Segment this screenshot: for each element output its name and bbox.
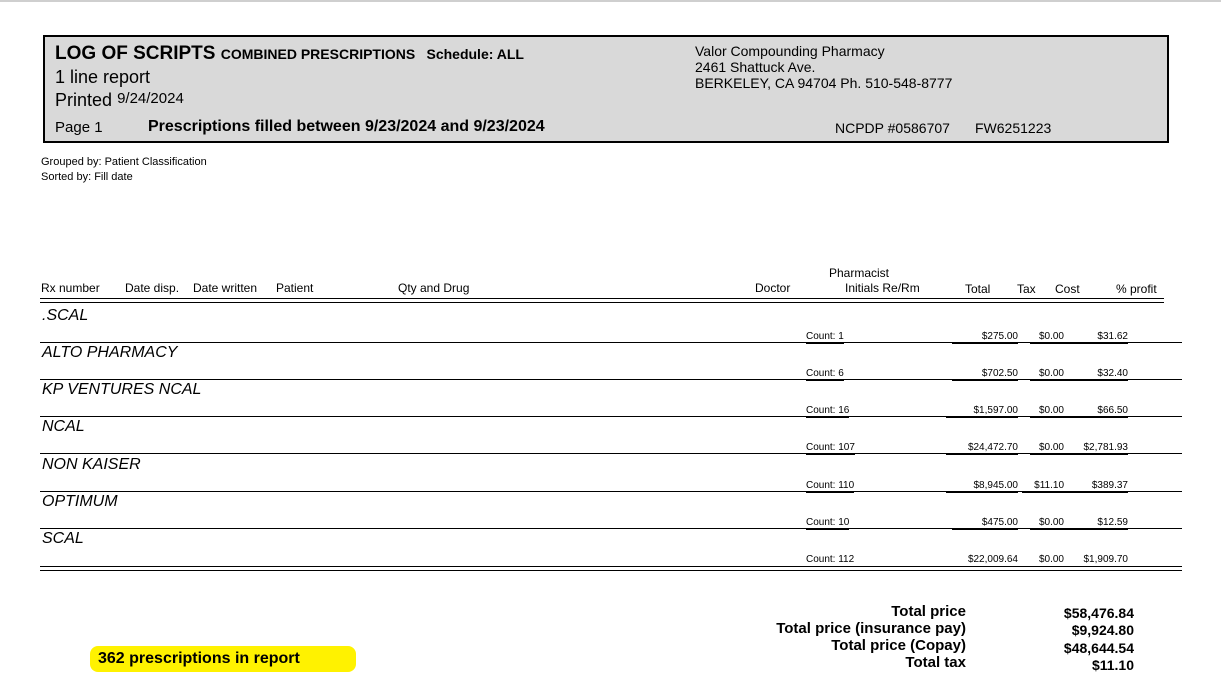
group-count: Count: 107 [806, 442, 855, 453]
col-patient: Patient [276, 281, 314, 295]
grouped-by: Grouped by: Patient Classification [41, 156, 207, 168]
group-count: Count: 10 [806, 517, 850, 528]
schedule-label: Schedule: ALL [426, 46, 524, 62]
group-cost: $2,781.93 [1064, 442, 1128, 455]
group-cost: $1,909.70 [1064, 554, 1128, 567]
group-divider [40, 342, 1182, 343]
group-divider [40, 379, 1182, 380]
group-tax: $11.10 [1022, 480, 1064, 493]
col-tax: Tax [1017, 282, 1036, 296]
insurance-pay-value: $9,924.80 [1071, 622, 1134, 638]
col-cost: Cost [1055, 282, 1080, 296]
group-tax: $0.00 [1030, 442, 1064, 455]
group-name: NCAL [42, 418, 85, 435]
header-rule-bottom [40, 302, 1164, 303]
group-name: NON KAISER [42, 456, 141, 473]
copay-value: $48,644.54 [1063, 640, 1134, 656]
group-tax: $0.00 [1030, 368, 1064, 381]
fw-number: FW6251223 [975, 120, 1052, 136]
top-border [0, 0, 1221, 2]
group-name: KP VENTURES NCAL [42, 381, 202, 398]
group-total: $702.50 [952, 368, 1018, 381]
printed-line [55, 88, 184, 111]
col-profit: % profit [1116, 282, 1157, 296]
group-count: Count: 110 [806, 480, 855, 491]
group-total: $475.00 [952, 517, 1018, 530]
group-tax: $0.00 [1030, 331, 1064, 344]
group-count: Count: 112 [806, 554, 855, 565]
total-price-label: Total price [891, 603, 966, 620]
group-count: Count: 1 [806, 331, 844, 342]
group-divider [40, 491, 1182, 492]
copay-label: Total price (Copay) [831, 637, 966, 654]
col-date-disp: Date disp. [125, 281, 180, 295]
group-cost: $32.40 [1064, 368, 1128, 381]
group-divider [40, 453, 1182, 454]
report-subtitle: COMBINED PRESCRIPTIONS [220, 46, 416, 62]
ncpdp-number: NCPDP #0586707 [835, 120, 950, 136]
group-total: $22,009.64 [946, 554, 1018, 567]
group-divider-top [40, 566, 1182, 567]
group-cost: $66.50 [1064, 405, 1128, 418]
group-total: $1,597.00 [946, 405, 1018, 418]
group-count: Count: 16 [806, 405, 850, 416]
insurance-pay-label: Total price (insurance pay) [776, 620, 966, 637]
prescriptions-count: 362 prescriptions in report [90, 646, 356, 672]
group-tax: $0.00 [1030, 405, 1064, 418]
address-line2: BERKELEY, CA 94704 Ph. 510-548-8777 [695, 75, 953, 91]
group-count: Count: 6 [806, 368, 844, 379]
pharmacy-address [695, 43, 952, 91]
group-total: $275.00 [952, 331, 1018, 344]
col-pharmacist: Pharmacist [829, 266, 890, 280]
col-qty-drug: Qty and Drug [398, 281, 470, 295]
total-tax-value: $11.10 [1091, 657, 1134, 673]
group-name: OPTIMUM [42, 493, 118, 510]
col-total: Total [965, 282, 991, 296]
sorted-by: Sorted by: Fill date [41, 171, 133, 183]
group-name: SCAL [42, 530, 84, 547]
col-rx-number: Rx number [41, 281, 100, 295]
group-tax: $0.00 [1030, 554, 1064, 567]
group-tax: $0.00 [1030, 517, 1064, 530]
group-total: $8,945.00 [946, 480, 1018, 493]
group-cost: $389.37 [1064, 480, 1128, 493]
report-lines [55, 67, 184, 111]
group-cost: $12.59 [1064, 517, 1128, 530]
group-divider [40, 416, 1182, 417]
address-line1: 2461 Shattuck Ave. [695, 59, 816, 75]
col-initials-rerm: Initials Re/Rm [845, 281, 920, 295]
group-cost: $31.62 [1064, 331, 1128, 344]
total-tax-label: Total tax [905, 654, 966, 671]
report-header [43, 35, 1169, 143]
printed-date: 9/24/2024 [117, 90, 184, 107]
group-name: .SCAL [42, 307, 89, 324]
page-number: Page 1 [55, 119, 103, 136]
header-rule-top [40, 298, 1164, 299]
col-date-written: Date written [193, 281, 258, 295]
pharmacy-name: Valor Compounding Pharmacy [695, 43, 885, 59]
report-title: LOG OF SCRIPTS COMBINED PRESCRIPTIONS Schedule: ALL [55, 43, 524, 64]
group-divider-bottom [40, 570, 1182, 571]
total-price-value: $58,476.84 [1063, 605, 1134, 621]
report-type: 1 line report [55, 67, 151, 87]
printed-label: Printed [55, 90, 113, 110]
group-name: ALTO PHARMACY [42, 344, 178, 361]
col-doctor: Doctor [755, 281, 791, 295]
group-divider [40, 528, 1182, 529]
group-total: $24,472.70 [946, 442, 1018, 455]
date-range: Prescriptions filled between 9/23/2024 and 9/23/2024 [148, 118, 545, 135]
